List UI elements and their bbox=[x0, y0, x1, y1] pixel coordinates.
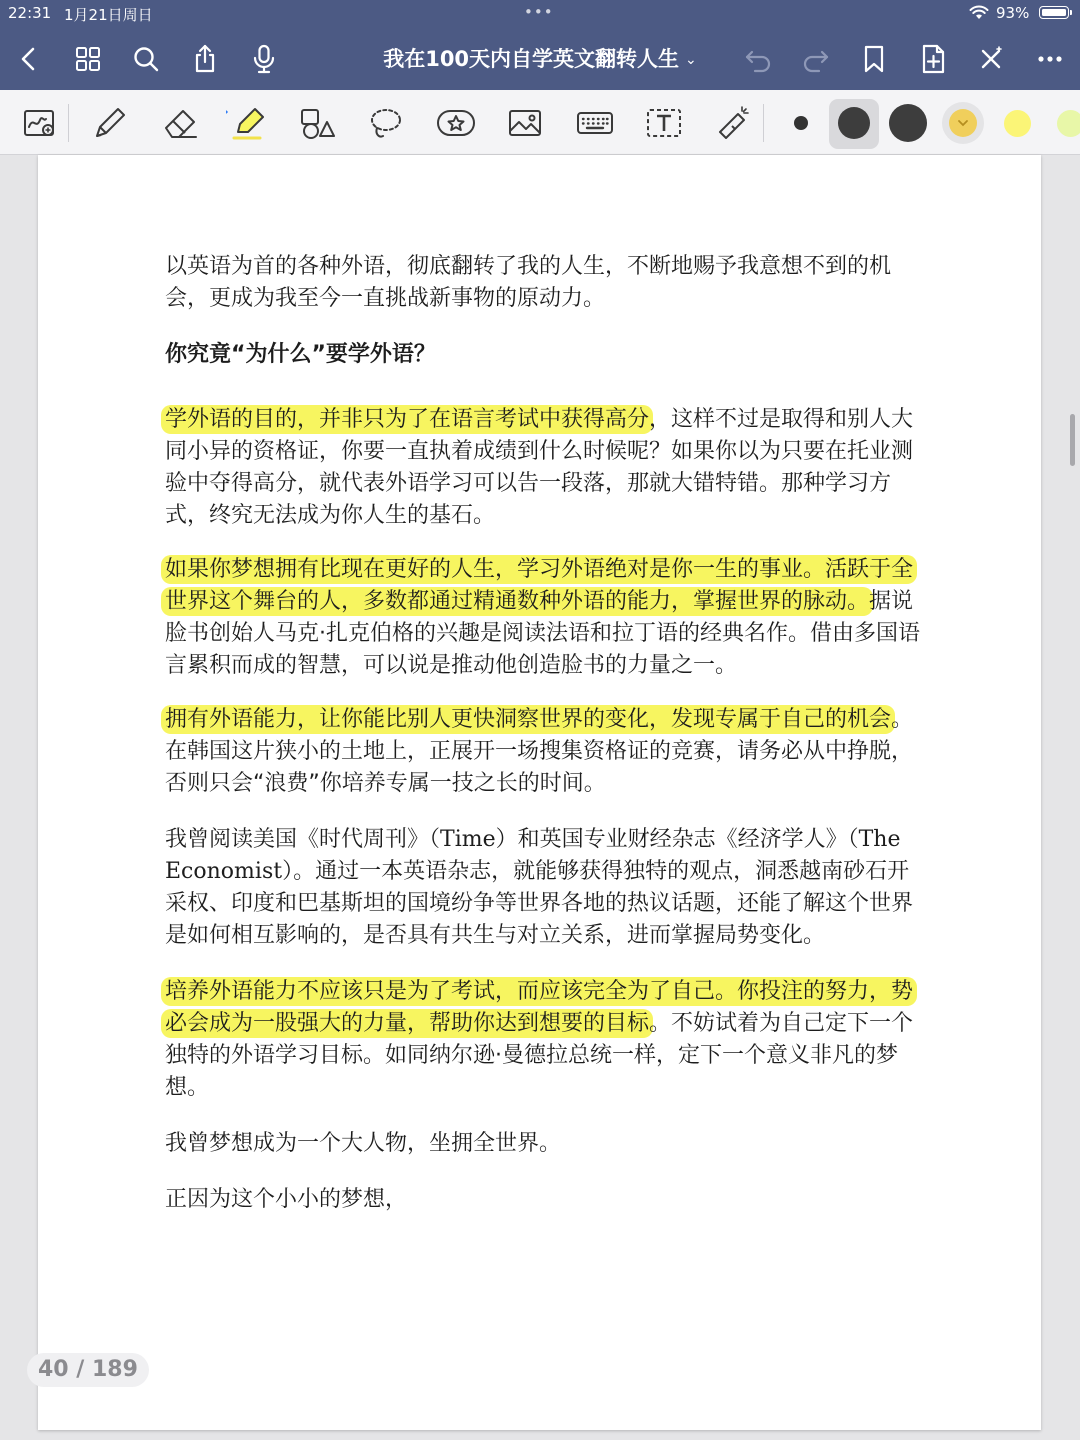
status-date: 1月21日周日 bbox=[64, 6, 153, 24]
chevron-down-icon bbox=[949, 109, 977, 137]
paragraph bbox=[165, 404, 925, 532]
status-bar bbox=[0, 0, 1080, 26]
text-box-icon[interactable] bbox=[643, 102, 685, 144]
document-title[interactable]: 我在100天内自学英文翻转人生 ⌄ bbox=[383, 47, 697, 71]
status-time: 22:31 bbox=[8, 4, 52, 22]
scrollbar[interactable] bbox=[1070, 414, 1075, 466]
eraser-icon[interactable] bbox=[158, 102, 200, 144]
highlighted-text[interactable]: 学外语的目的，并非只为了在语言考试中获得高分 bbox=[161, 405, 653, 434]
paragraph-text: 我曾阅读美国《时代周刊》（ bbox=[165, 827, 441, 852]
bookmark-icon[interactable] bbox=[855, 40, 893, 78]
paragraph-text: 据说脸书创始人马克·扎克伯格的兴趣是阅读法语和拉丁语的经典名作。借由多国语言累积而成的智慧，可以说是推动他创造脸书的力量之一。 bbox=[165, 589, 920, 678]
laser-pointer-icon[interactable] bbox=[712, 102, 754, 144]
paragraph-text: ）。通过一本英语杂志，就能够获得独特的观点，洞悉越南砂石开采权、印度和巴基斯坦的国境纷争等世界各地的热议话题，还能了解这个世界是如何相互影响的，是否具有共生与对立关系，进而掌握局势变化。 bbox=[165, 859, 914, 948]
multitasking-dots[interactable]: ••• bbox=[524, 3, 554, 21]
lasso-icon[interactable] bbox=[365, 102, 407, 144]
lasso-zoom-icon[interactable] bbox=[19, 102, 61, 144]
stroke-size-medium[interactable] bbox=[838, 107, 870, 139]
keyboard-icon[interactable] bbox=[574, 102, 616, 144]
battery-icon bbox=[1039, 6, 1069, 19]
microphone-icon[interactable] bbox=[245, 40, 283, 78]
add-page-icon[interactable] bbox=[914, 40, 952, 78]
paragraph-text: 。在韩国这片狭小的土地上，正展开一场搜集资格证的竞赛，请务必从中挣脱，否则只会“浪费”你培养专属一技之长的时间。 bbox=[165, 707, 914, 796]
battery-percent: 93% bbox=[996, 4, 1030, 22]
highlighted-text[interactable]: 培养外语能力不应该只是为了考试，而应该完全为了自己。你投注的努力，势必会成为一股强大的力量，帮助你达到想要的目标 bbox=[161, 977, 917, 1038]
redo-icon[interactable] bbox=[797, 40, 835, 78]
paragraph-text: ）和英国专业财经杂志《经济学人》（ bbox=[495, 827, 859, 852]
highlighter-icon[interactable] bbox=[226, 102, 268, 144]
back-icon[interactable] bbox=[10, 40, 48, 78]
page-indicator[interactable]: 40 / 189 bbox=[27, 1353, 149, 1387]
pen-icon[interactable] bbox=[88, 102, 130, 144]
top-navigation-bar bbox=[0, 0, 1080, 90]
image-icon[interactable] bbox=[504, 102, 546, 144]
wifi-icon bbox=[969, 5, 989, 24]
highlighted-text[interactable]: 拥有外语能力，让你能比别人更快洞察世界的变化，发现专属于自己的机会 bbox=[161, 705, 895, 734]
grid-icon[interactable] bbox=[69, 40, 107, 78]
paragraph bbox=[165, 704, 925, 800]
paragraph bbox=[165, 976, 925, 1104]
magazine-name: Time bbox=[440, 827, 496, 852]
shapes-icon[interactable] bbox=[296, 102, 338, 144]
color-swatch-green[interactable] bbox=[1057, 110, 1080, 137]
search-icon[interactable] bbox=[127, 40, 165, 78]
paragraph: 我曾梦想成为一个大人物，坐拥全世界。 bbox=[165, 1131, 562, 1156]
paragraph-text: 。不妨试着为自己定下一个独特的外语学习目标。如同纳尔逊·曼德拉总统一样，定下一个意义非凡的梦想。 bbox=[165, 1011, 914, 1100]
magazine-name: The Economist bbox=[165, 827, 901, 884]
stroke-size-large[interactable] bbox=[889, 104, 927, 142]
stroke-size-small[interactable] bbox=[794, 116, 808, 130]
close-icon[interactable] bbox=[972, 40, 1010, 78]
paragraph: 以英语为首的各种外语，彻底翻转了我的人生，不断地赐予我意想不到的机会，更成为我至今一直挑战新事物的原动力。 bbox=[165, 254, 892, 311]
sticker-icon[interactable] bbox=[435, 102, 477, 144]
chevron-down-icon[interactable]: ⌄ bbox=[685, 52, 697, 68]
paragraph-text: ，这样不过是取得和别人大同小异的资格证，你要一直执着成绩到什么时候呢？如果你以为只要在托业测验中夺得高分，就代表外语学习可以告一段落，那就大错特错。那种学习方式，终究无法成为你人生的基石。 bbox=[165, 407, 914, 528]
highlighted-text[interactable]: 如果你梦想拥有比现在更好的人生，学习外语绝对是你一生的事业。活跃于全世界这个舞台的人，多数都通过精通数种外语的能力，掌握世界的脉动。 bbox=[161, 555, 917, 616]
more-icon[interactable] bbox=[1031, 40, 1069, 78]
document-page[interactable] bbox=[38, 155, 1041, 1430]
undo-icon[interactable] bbox=[739, 40, 777, 78]
paragraph bbox=[165, 824, 925, 952]
section-heading: 你究竟“为什么”要学外语？ bbox=[165, 342, 436, 367]
color-swatch-yellow[interactable] bbox=[1004, 110, 1031, 137]
paragraph bbox=[165, 554, 925, 682]
share-icon[interactable] bbox=[186, 40, 224, 78]
page-content bbox=[165, 251, 925, 1240]
paragraph: 正因为这个小小的梦想， bbox=[165, 1187, 408, 1212]
color-swatch-selected[interactable] bbox=[949, 109, 977, 137]
